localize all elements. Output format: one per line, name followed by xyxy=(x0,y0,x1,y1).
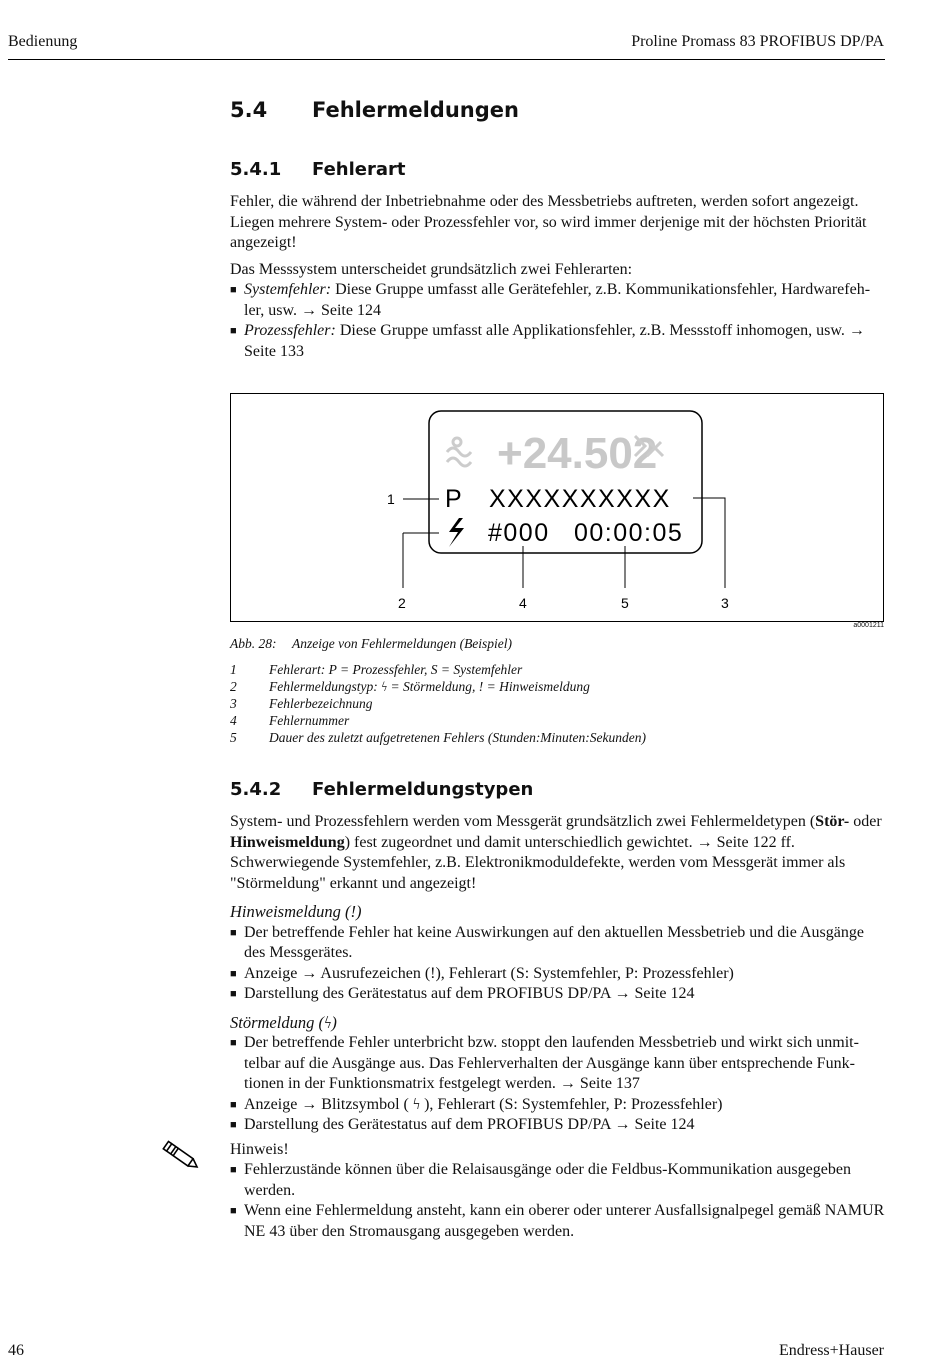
error-number: #000 xyxy=(488,519,550,547)
legend-number: 5 xyxy=(230,730,237,745)
subsection-number: 5.4.2 xyxy=(230,779,282,800)
running-header-left: Bedienung xyxy=(8,33,78,50)
header-rule xyxy=(8,59,885,60)
footer-brand: Endress+Hauser xyxy=(779,1342,884,1359)
list-item-text: Diese Gruppe umfasst alle Applikationsfehler, z.B. Messstoff inhomogen, usw. → Seite 133 xyxy=(244,322,865,360)
pencil-icon xyxy=(162,1140,202,1174)
text-run: System- und Prozessfehlern werden vom Messgerät grundsätzlich zwei Fehlermeldetypen ( xyxy=(230,813,816,830)
paragraph: Fehler, die während der Inbetriebnahme oder des Messbetriebs auftreten, werden sofort angezeigt. Liegen mehrere System- oder Prozessfehler vor, so wird immer derjenige mit der höchsten Priorität angezeigt! xyxy=(230,193,867,251)
subsection-title: Fehlermeldungstypen xyxy=(312,779,534,800)
legend-row xyxy=(230,679,885,696)
list-item: ■ Darstellung des Gerätestatus auf dem PROFIBUS DP/PA → Seite 124 xyxy=(230,1115,885,1136)
list-item: ■ Fehlerzustände können über die Relaisausgänge oder die Feldbus-Kommunikation ausgegeben werden. xyxy=(230,1160,885,1201)
fehlermeldungstypen-body xyxy=(230,812,885,1242)
figure-frame xyxy=(230,393,884,622)
bold-term: Hinweismeldung xyxy=(230,833,345,851)
legend-number: 4 xyxy=(230,713,237,728)
subsection-title: Fehlerart xyxy=(312,159,406,180)
paragraph xyxy=(230,812,885,894)
legend-row xyxy=(230,662,885,679)
page-number: 46 xyxy=(8,1342,24,1359)
paragraph: Das Messsystem unterscheidet grundsätzlich zwei Fehlerarten: xyxy=(230,260,633,278)
display-diagram xyxy=(231,394,883,621)
list-item: ■ Darstellung des Gerätestatus auf dem PROFIBUS DP/PA → Seite 124 xyxy=(230,984,885,1005)
list-item xyxy=(230,280,885,321)
legend-text: Dauer des zuletzt aufgetretenen Fehlers (Stunden:Minuten:Sekunden) xyxy=(269,730,647,745)
text-run: oder xyxy=(853,813,882,830)
subsection-number: 5.4.1 xyxy=(230,159,282,180)
fehlerart-body xyxy=(230,192,885,362)
section-heading xyxy=(230,98,519,122)
callout-label: 4 xyxy=(519,595,527,611)
figure-caption xyxy=(230,636,512,652)
image-id: a0001211 xyxy=(853,622,884,629)
hinweis-heading: Hinweismeldung (!) xyxy=(230,902,362,921)
list-item: ■ Der betreffende Fehler unterbricht bzw. stoppt den laufenden Messbetrieb und wirkt sich unmit-telbar auf die Ausgänge aus. Das Fehlerverhalten der Ausgänge kann über entsprechende Funk-tionen in der Funktionsmatrix festgelegt werden. → Seite 137 xyxy=(230,1033,885,1095)
section-number: 5.4 xyxy=(230,98,268,122)
legend-number: 1 xyxy=(230,662,237,677)
bold-term: Stör- xyxy=(815,813,850,830)
display-value: +24.502 xyxy=(497,429,658,478)
figure-legend xyxy=(230,662,885,747)
callout-label: 2 xyxy=(398,595,406,611)
caption-label: Abb. 28: xyxy=(230,636,277,651)
list-item: ■ Wenn eine Fehlermeldung ansteht, kann ein oberer oder unterer Ausfallsignalpegel gemäß NAMUR NE 43 über den Stromausgang ausgegeben werden. xyxy=(230,1201,885,1242)
stoer-heading: Störmeldung (ϟ) xyxy=(230,1012,337,1032)
error-duration: 00:00:05 xyxy=(574,519,684,547)
callout-label: 3 xyxy=(721,595,729,611)
callout-label: 1 xyxy=(387,491,395,507)
caption-text: Anzeige von Fehlermeldungen (Beispiel) xyxy=(292,636,513,651)
term: Prozessfehler: xyxy=(244,322,336,339)
legend-row xyxy=(230,730,885,747)
legend-text: Fehlerart: P = Prozessfehler, S = Systemfehler xyxy=(269,662,523,677)
section-title: Fehlermeldungen xyxy=(312,98,519,122)
legend-number: 3 xyxy=(230,696,237,711)
list-item-text: Diese Gruppe umfasst alle Gerätefehler, z.B. Kommunikationsfehler, Hardwarefeh-ler, usw. → Seite 124 xyxy=(244,281,871,319)
list-item: ■ Anzeige → Ausrufezeichen (!), Fehlerart (S: Systemfehler, P: Prozessfehler) xyxy=(230,964,885,985)
term: Systemfehler: xyxy=(244,281,332,298)
callout-label: 5 xyxy=(621,595,629,611)
legend-row xyxy=(230,696,885,713)
legend-text: Fehlerbezeichnung xyxy=(269,696,373,711)
list-item: ■ Der betreffende Fehler hat keine Auswirkungen auf den aktuellen Messbetrieb und die Ausgänge des Messgerätes. xyxy=(230,923,885,964)
text-run: ) fest zugeordnet und damit unterschiedlich gewichtet. → Seite 122 ff. Schwerwiegende Systemfehler, z.B. Elektronikmoduldefekte, werden vom Messgerät immer als "Störmeldung" erkannt und angezeigt! xyxy=(230,833,846,892)
error-description: XXXXXXXXXX xyxy=(489,485,671,513)
subsection-heading-1 xyxy=(230,159,405,180)
legend-number: 2 xyxy=(230,679,237,694)
legend-text: Fehlermeldungstyp: ϟ = Störmeldung, ! = Hinweismeldung xyxy=(269,679,590,694)
legend-row xyxy=(230,713,885,730)
running-header-right: Proline Promass 83 PROFIBUS DP/PA xyxy=(631,33,884,50)
legend-text: Fehlernummer xyxy=(269,713,350,728)
list-item xyxy=(230,321,885,362)
note-title: Hinweis! xyxy=(230,1140,289,1158)
error-type: P xyxy=(445,485,462,513)
list-item: ■ Anzeige → Blitzsymbol ( ϟ ), Fehlerart (S: Systemfehler, P: Prozessfehler) xyxy=(230,1095,885,1116)
subsection-heading-2 xyxy=(230,779,533,800)
